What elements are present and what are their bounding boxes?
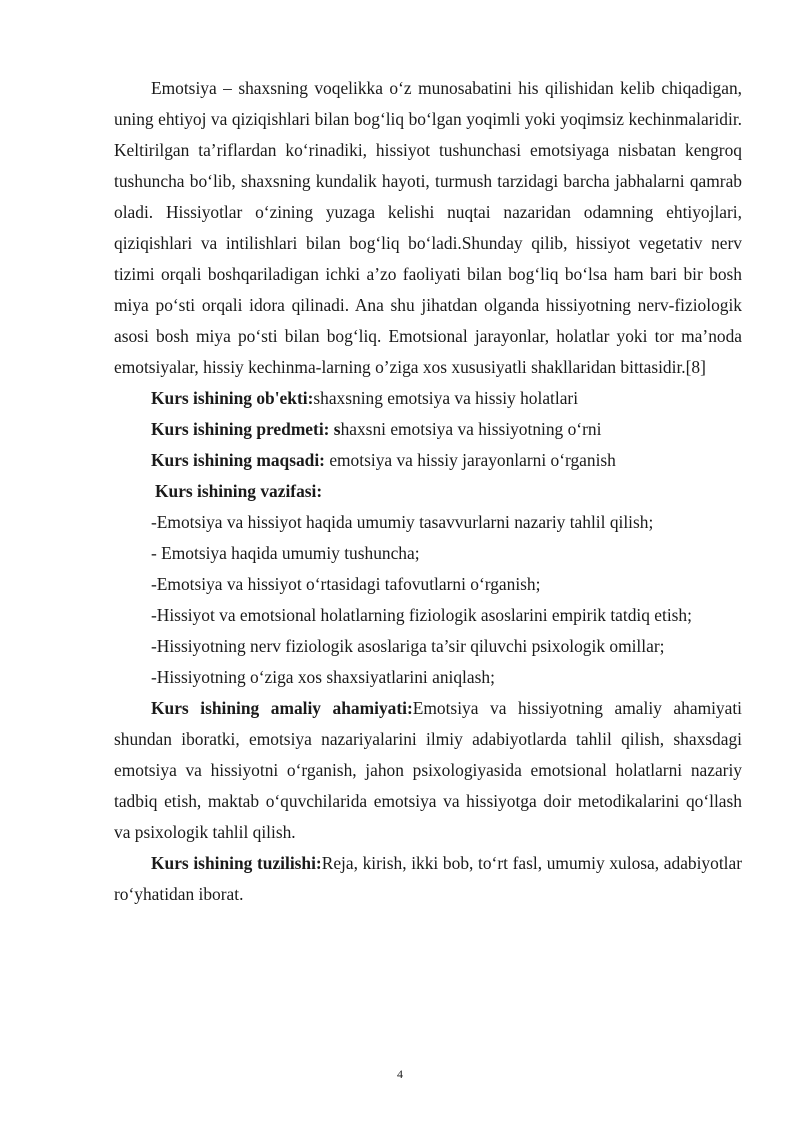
subject-text: haxsni emotsiya va hissiyotning o‘rni xyxy=(340,419,602,439)
object-label: Kurs ishining ob'ekti: xyxy=(151,388,314,408)
task-item: -Hissiyotning nerv fiziologik asoslariga ta’sir qiluvchi psixologik omillar; xyxy=(151,636,665,656)
goal-label: Kurs ishining maqsadi: xyxy=(151,450,325,470)
task-item: -Emotsiya va hissiyot o‘rtasidagi tafovutlarni o‘rganish; xyxy=(151,574,541,594)
goal-text: emotsiya va hissiy jarayonlarni o‘rganish xyxy=(324,450,616,470)
significance-text: Emotsiya va hissiyotning amaliy ahamiyati shundan iboratki, emotsiya nazariyalarini ilmiy adabiyotlarda tahlil qilish, shaxsdagi emotsiya va hissiyotni o‘rganish, jahon psixologiyasida emotsional holatlarni nazariy tadbiq etish, maktab o‘quvchilarida emotsiya va hissiyotga doir metodikalarini qo‘llash va psixologik tahlil qilish. xyxy=(114,698,743,842)
document-body xyxy=(114,73,742,910)
subject-paragraph xyxy=(114,414,742,445)
page-number: 4 xyxy=(397,1067,403,1081)
structure-label: Kurs ishining tuzilishi: xyxy=(151,853,322,873)
intro-paragraph: Emotsiya – shaxsning voqelikka o‘z munosabatini his qilishidan kelib chiqadigan, uning ehtiyoj va qiziqishlari bilan bog‘liq bo‘lgan yoqimli yoki yoqimsiz kechinmalaridir. Keltirilgan ta’riflardan ko‘rinadiki, hissiyot tushunchasi emotsiyaga nisbatan kengroq tushuncha bo‘lib, shaxsning kundalik hayoti, turmush tarzidagi barcha jabhalarni qamrab oladi. Hissiyotlar o‘zining yuzaga kelishi nuqtai nazaridan odamning ehtiyojlari, qiziqishlari va intilishlari bilan bog‘liq bo‘ladi.Shunday qilib, hissiyot vegetativ nerv tizimi orqali boshqariladigan ichki a’zo faoliyati bilan bog‘liq bo‘lsa ham bari bir bosh miya po‘sti orqali idora qilinadi. Ana shu jihatdan olganda hissiyotning nerv-fiziologik asosi bosh miya po‘sti bilan bog‘liq. Emotsional jarayonlar, holatlar yoki tor ma’noda emotsiyalar, hissiy kechinma-larning o’ziga xos xususiyatli shakllaridan bittasidir.[8] xyxy=(114,78,742,377)
task-item: -Emotsiya va hissiyot haqida umumiy tasavvurlarni nazariy tahlil qilish; xyxy=(151,512,654,532)
task-item: -Hissiyotning o‘ziga xos shaxsiyatlarini aniqlash; xyxy=(151,667,495,687)
tasks-label: Kurs ishining vazifasi: xyxy=(155,481,323,501)
subject-label: Kurs ishining predmeti: s xyxy=(151,419,341,439)
tasks-heading xyxy=(114,476,742,507)
task-item: -Hissiyot va emotsional holatlarning fiziologik asoslarini empirik tatdiq etish; xyxy=(151,605,692,625)
significance-paragraph xyxy=(114,693,742,848)
object-text: shaxsning emotsiya va hissiy holatlari xyxy=(313,388,579,408)
significance-label: Kurs ishining amaliy ahamiyati: xyxy=(151,698,413,718)
structure-paragraph xyxy=(114,848,742,910)
goal-paragraph xyxy=(114,445,742,476)
task-item: - Emotsiya haqida umumiy tushuncha; xyxy=(151,543,420,563)
structure-text: Reja, kirish, ikki bob, to‘rt fasl, umumiy xulosa, adabiyotlar ro‘yhatidan iborat. xyxy=(114,853,742,904)
object-paragraph xyxy=(114,383,742,414)
